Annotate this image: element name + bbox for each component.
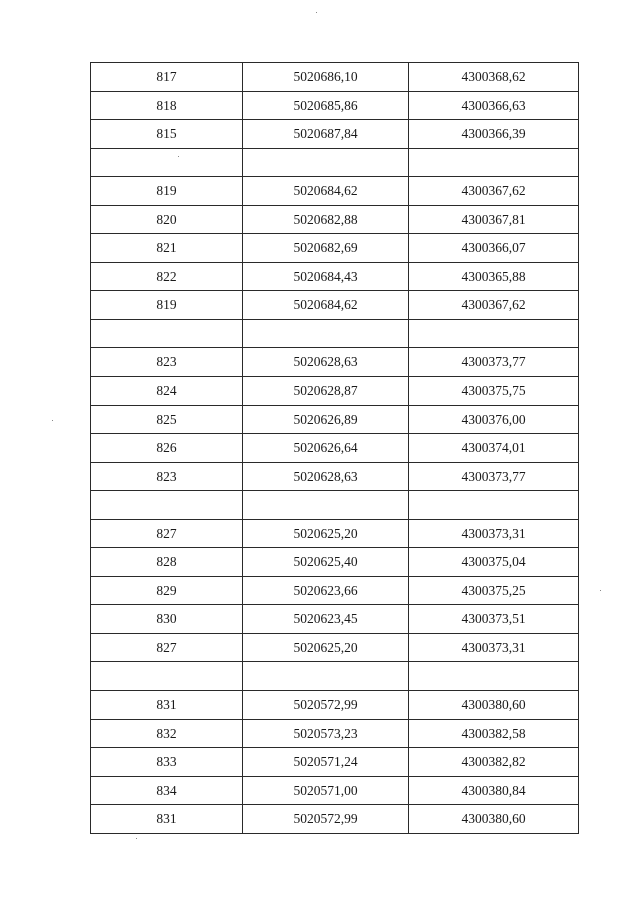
y-coordinate-cell: 4300376,00 bbox=[409, 405, 579, 434]
table-row bbox=[91, 434, 579, 463]
x-coordinate-cell: 5020573,23 bbox=[243, 719, 409, 748]
y-coordinate-cell: 4300368,62 bbox=[409, 63, 579, 92]
table-row bbox=[91, 776, 579, 805]
y-coordinate-cell bbox=[409, 148, 579, 177]
x-coordinate-cell: 5020571,00 bbox=[243, 776, 409, 805]
point-number-cell: 824 bbox=[91, 377, 243, 406]
x-coordinate-cell: 5020682,69 bbox=[243, 234, 409, 263]
x-coordinate-cell: 5020626,89 bbox=[243, 405, 409, 434]
x-coordinate-cell: 5020625,20 bbox=[243, 519, 409, 548]
y-coordinate-cell: 4300382,82 bbox=[409, 748, 579, 777]
point-number-cell: 829 bbox=[91, 576, 243, 605]
x-coordinate-cell bbox=[243, 491, 409, 520]
table-row bbox=[91, 662, 579, 691]
table-row bbox=[91, 291, 579, 320]
x-coordinate-cell: 5020625,40 bbox=[243, 548, 409, 577]
point-number-cell: 830 bbox=[91, 605, 243, 634]
point-number-cell: 826 bbox=[91, 434, 243, 463]
y-coordinate-cell: 4300366,63 bbox=[409, 91, 579, 120]
point-number-cell: 822 bbox=[91, 262, 243, 291]
point-number-cell: 833 bbox=[91, 748, 243, 777]
table-row bbox=[91, 576, 579, 605]
y-coordinate-cell: 4300373,51 bbox=[409, 605, 579, 634]
y-coordinate-cell: 4300373,31 bbox=[409, 519, 579, 548]
point-number-cell: 834 bbox=[91, 776, 243, 805]
table-row bbox=[91, 405, 579, 434]
x-coordinate-cell: 5020687,84 bbox=[243, 120, 409, 149]
table-row bbox=[91, 91, 579, 120]
point-number-cell: 823 bbox=[91, 348, 243, 377]
table-row bbox=[91, 148, 579, 177]
table-row bbox=[91, 491, 579, 520]
x-coordinate-cell: 5020572,99 bbox=[243, 691, 409, 720]
coordinates-table bbox=[90, 62, 579, 834]
y-coordinate-cell: 4300373,77 bbox=[409, 348, 579, 377]
table-row bbox=[91, 205, 579, 234]
y-coordinate-cell: 4300366,07 bbox=[409, 234, 579, 263]
y-coordinate-cell: 4300380,84 bbox=[409, 776, 579, 805]
y-coordinate-cell: 4300367,62 bbox=[409, 291, 579, 320]
point-number-cell: 815 bbox=[91, 120, 243, 149]
point-number-cell: 827 bbox=[91, 633, 243, 662]
x-coordinate-cell: 5020684,62 bbox=[243, 177, 409, 206]
table-row bbox=[91, 462, 579, 491]
table-row bbox=[91, 605, 579, 634]
y-coordinate-cell: 4300380,60 bbox=[409, 691, 579, 720]
point-number-cell: 819 bbox=[91, 177, 243, 206]
x-coordinate-cell: 5020684,62 bbox=[243, 291, 409, 320]
y-coordinate-cell: 4300365,88 bbox=[409, 262, 579, 291]
y-coordinate-cell: 4300380,60 bbox=[409, 805, 579, 834]
y-coordinate-cell: 4300366,39 bbox=[409, 120, 579, 149]
y-coordinate-cell bbox=[409, 491, 579, 520]
x-coordinate-cell: 5020628,63 bbox=[243, 462, 409, 491]
x-coordinate-cell bbox=[243, 148, 409, 177]
y-coordinate-cell: 4300375,04 bbox=[409, 548, 579, 577]
x-coordinate-cell: 5020572,99 bbox=[243, 805, 409, 834]
x-coordinate-cell: 5020571,24 bbox=[243, 748, 409, 777]
y-coordinate-cell: 4300375,25 bbox=[409, 576, 579, 605]
point-number-cell: 825 bbox=[91, 405, 243, 434]
table-row bbox=[91, 319, 579, 348]
scan-speck bbox=[600, 590, 601, 591]
point-number-cell bbox=[91, 148, 243, 177]
x-coordinate-cell: 5020684,43 bbox=[243, 262, 409, 291]
y-coordinate-cell: 4300374,01 bbox=[409, 434, 579, 463]
table-row bbox=[91, 691, 579, 720]
point-number-cell bbox=[91, 662, 243, 691]
y-coordinate-cell bbox=[409, 662, 579, 691]
y-coordinate-cell bbox=[409, 319, 579, 348]
scan-speck bbox=[178, 156, 179, 157]
table-row bbox=[91, 519, 579, 548]
table-row bbox=[91, 120, 579, 149]
table-row bbox=[91, 633, 579, 662]
x-coordinate-cell: 5020625,20 bbox=[243, 633, 409, 662]
table-row bbox=[91, 177, 579, 206]
x-coordinate-cell bbox=[243, 662, 409, 691]
point-number-cell: 820 bbox=[91, 205, 243, 234]
x-coordinate-cell: 5020626,64 bbox=[243, 434, 409, 463]
x-coordinate-cell: 5020685,86 bbox=[243, 91, 409, 120]
x-coordinate-cell: 5020628,87 bbox=[243, 377, 409, 406]
table-row bbox=[91, 805, 579, 834]
x-coordinate-cell: 5020628,63 bbox=[243, 348, 409, 377]
y-coordinate-cell: 4300367,62 bbox=[409, 177, 579, 206]
x-coordinate-cell: 5020623,66 bbox=[243, 576, 409, 605]
table-row bbox=[91, 548, 579, 577]
table-row bbox=[91, 262, 579, 291]
point-number-cell: 832 bbox=[91, 719, 243, 748]
x-coordinate-cell: 5020682,88 bbox=[243, 205, 409, 234]
y-coordinate-cell: 4300375,75 bbox=[409, 377, 579, 406]
table-row bbox=[91, 377, 579, 406]
x-coordinate-cell: 5020623,45 bbox=[243, 605, 409, 634]
point-number-cell bbox=[91, 319, 243, 348]
point-number-cell bbox=[91, 491, 243, 520]
y-coordinate-cell: 4300373,31 bbox=[409, 633, 579, 662]
point-number-cell: 831 bbox=[91, 805, 243, 834]
table-row bbox=[91, 348, 579, 377]
scan-speck bbox=[136, 838, 137, 839]
table-row bbox=[91, 748, 579, 777]
point-number-cell: 817 bbox=[91, 63, 243, 92]
point-number-cell: 821 bbox=[91, 234, 243, 263]
y-coordinate-cell: 4300367,81 bbox=[409, 205, 579, 234]
scan-speck bbox=[52, 420, 53, 421]
y-coordinate-cell: 4300373,77 bbox=[409, 462, 579, 491]
scan-speck bbox=[316, 12, 317, 13]
y-coordinate-cell: 4300382,58 bbox=[409, 719, 579, 748]
coordinates-table-body bbox=[91, 63, 579, 834]
x-coordinate-cell bbox=[243, 319, 409, 348]
point-number-cell: 827 bbox=[91, 519, 243, 548]
table-row bbox=[91, 63, 579, 92]
point-number-cell: 819 bbox=[91, 291, 243, 320]
point-number-cell: 823 bbox=[91, 462, 243, 491]
point-number-cell: 831 bbox=[91, 691, 243, 720]
table-row bbox=[91, 719, 579, 748]
table-row bbox=[91, 234, 579, 263]
x-coordinate-cell: 5020686,10 bbox=[243, 63, 409, 92]
point-number-cell: 818 bbox=[91, 91, 243, 120]
point-number-cell: 828 bbox=[91, 548, 243, 577]
